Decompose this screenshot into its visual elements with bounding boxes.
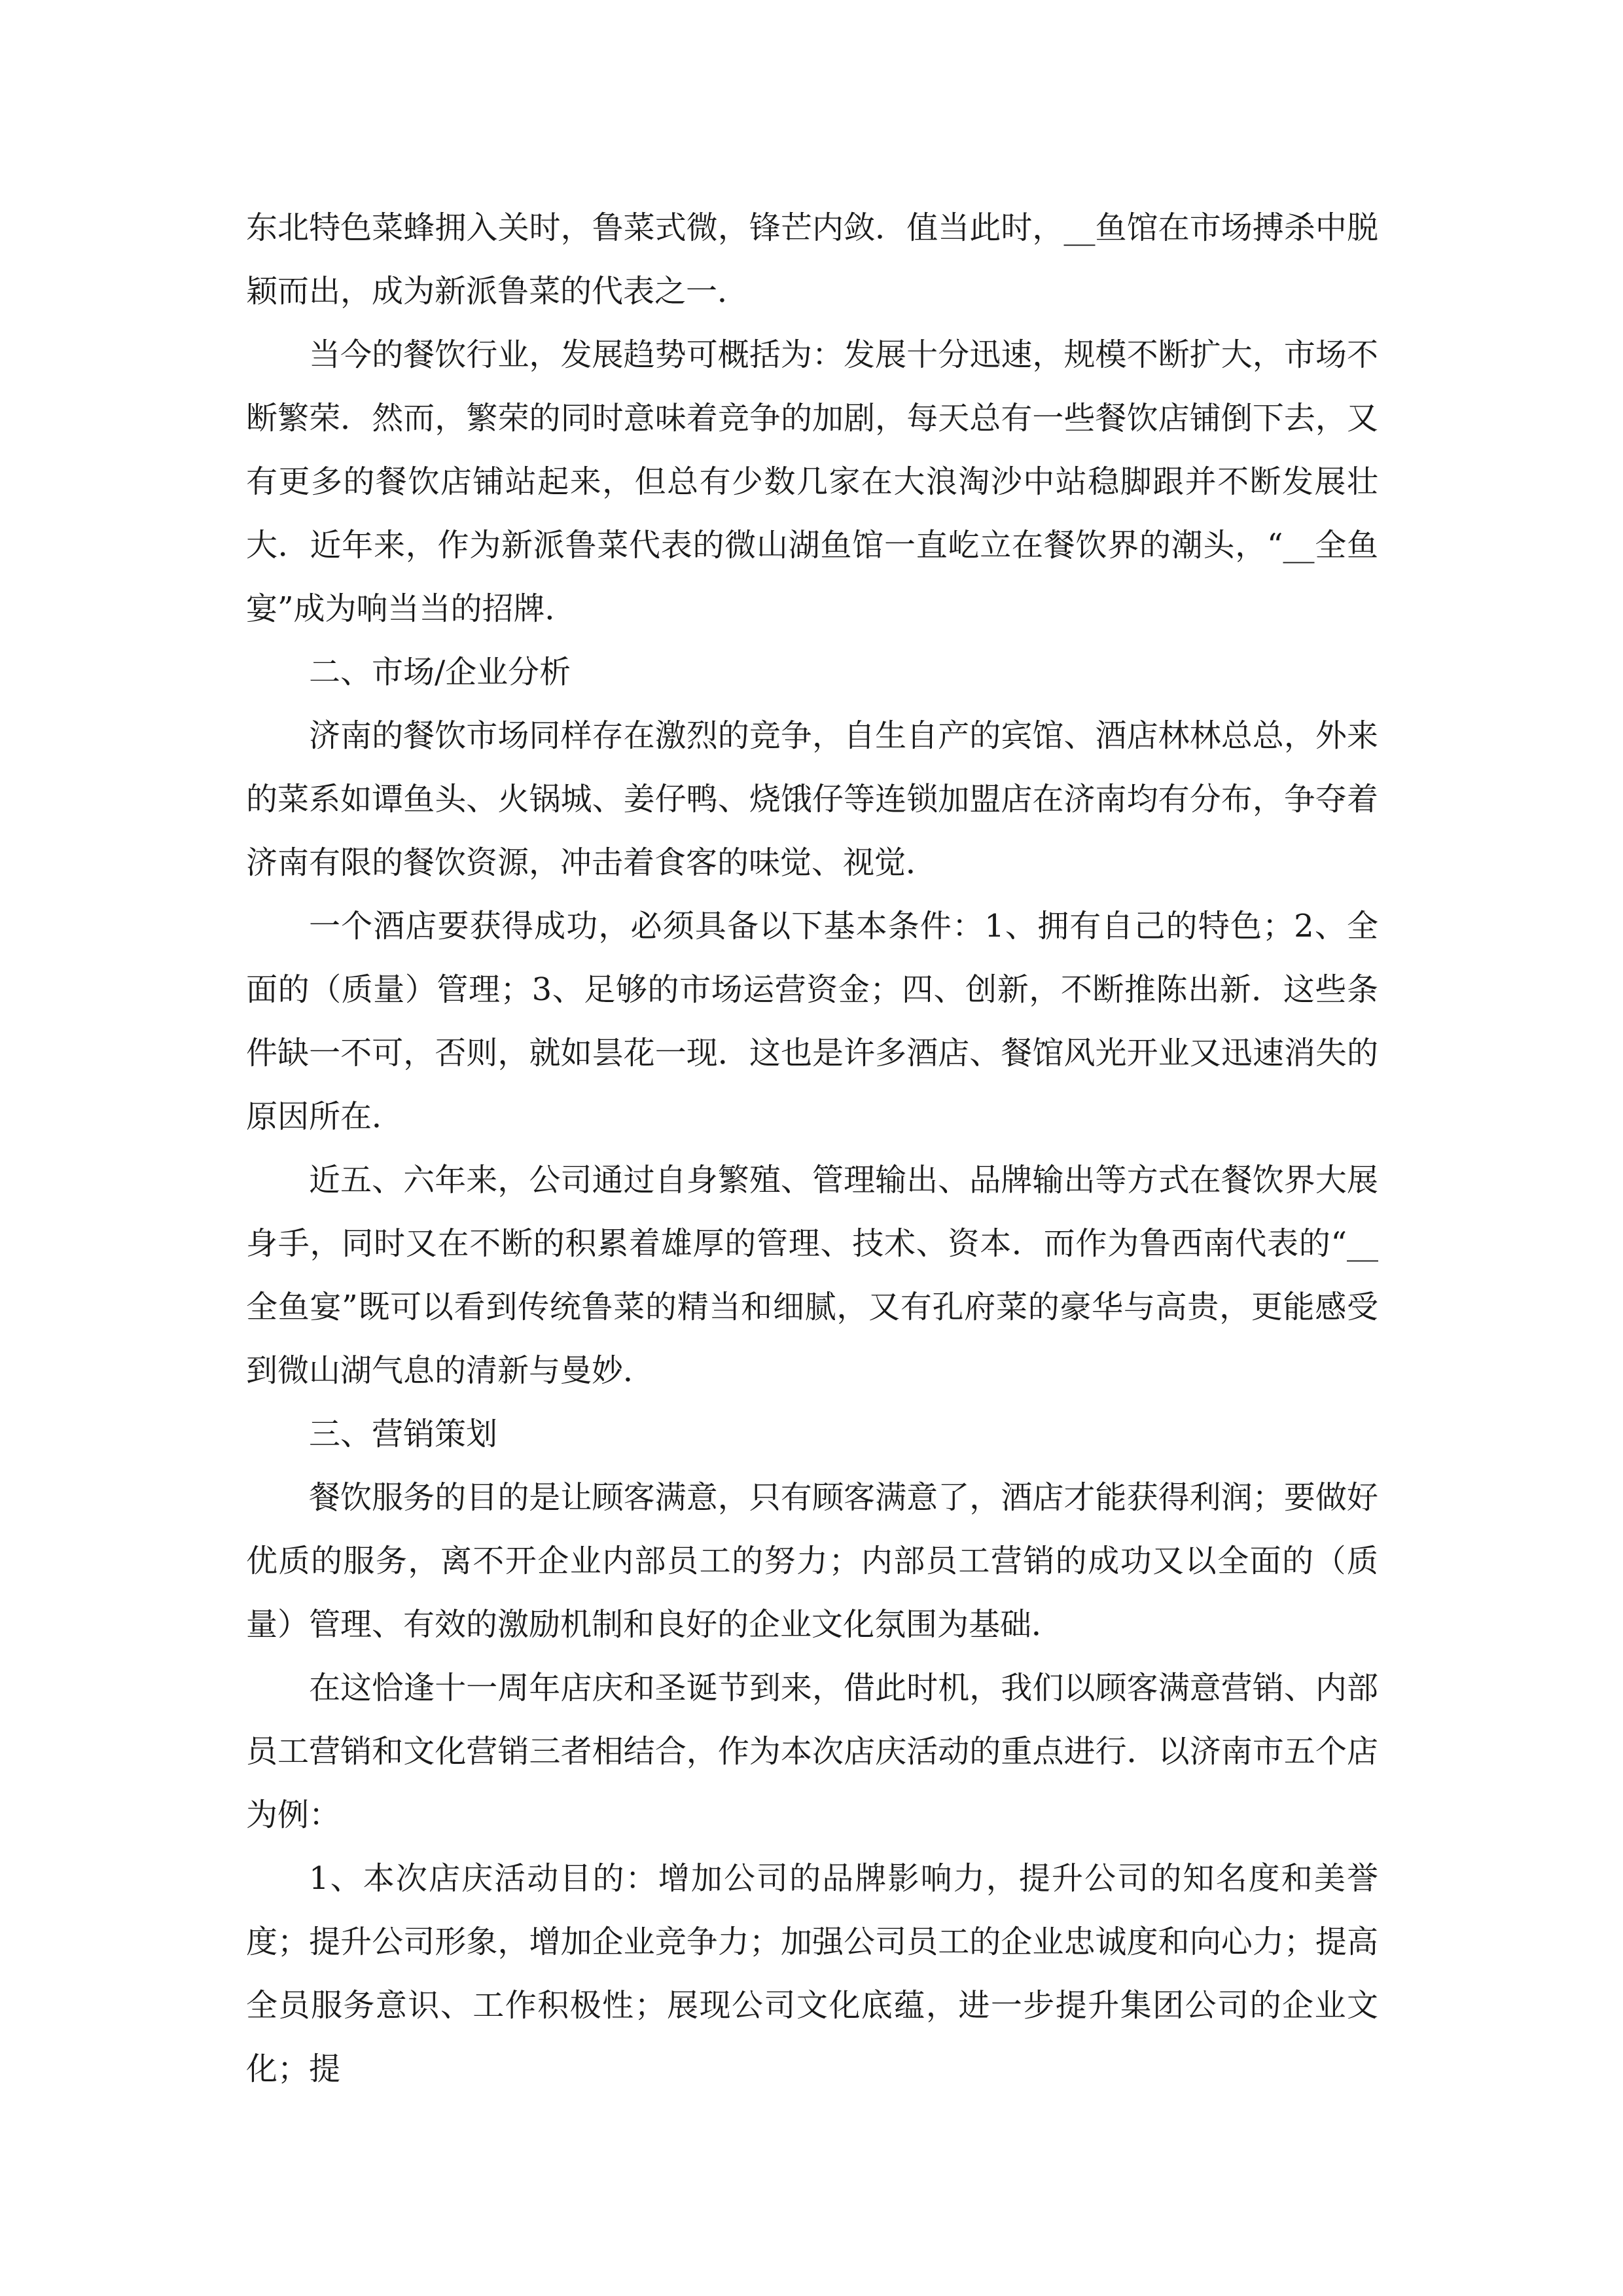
- section-heading-marketing-plan: 三、营销策划: [309, 1416, 498, 1452]
- paragraph-success-conditions: 一个酒店要获得成功，必须具备以下基本条件：1、拥有自己的特色；2、全面的（质量）管理；3、足够的市场运营资金；四、创新，不断推陈出新．这些条件缺一不可，否则，就如昙花一现．这也是许多酒店、餐馆风光开业又迅速消失的原因所在．: [246, 908, 1378, 1135]
- paragraph-event-objectives: 1、本次店庆活动目的：增加公司的品牌影响力，提升公司的知名度和美誉度；提升公司形象，增加企业竞争力；加强公司员工的企业忠诚度和向心力；提高全员服务意识、工作积极性；展现公司文化底蕴，进一步提升集团公司的企业文化；提: [246, 1860, 1378, 2087]
- paragraph-jinan-market: 济南的餐饮市场同样存在激烈的竞争，自生自产的宾馆、酒店林林总总，外来的菜系如谭鱼头、火锅城、姜仔鸭、烧饿仔等连锁加盟店在济南均有分布，争夺着济南有限的餐饮资源，冲击着食客的味觉、视觉．: [246, 717, 1378, 881]
- section-heading-market-analysis: 二、市场/企业分析: [309, 654, 571, 691]
- paragraph-service-goal: 餐饮服务的目的是让顾客满意，只有顾客满意了，酒店才能获得利润；要做好优质的服务，离不开企业内部员工的努力；内部员工营销的成功又以全面的（质量）管理、有效的激励机制和良好的企业文化氛围为基础．: [246, 1479, 1378, 1643]
- paragraph-continuation: 东北特色菜蜂拥入关时，鲁菜式微，锋芒内敛．值当此时，__鱼馆在市场搏杀中脱颖而出，成为新派鲁菜的代表之一．: [246, 209, 1378, 310]
- document-body: [246, 196, 1378, 2101]
- paragraph-company-growth: 近五、六年来，公司通过自身繁殖、管理输出、品牌输出等方式在餐饮界大展身手，同时又在不断的积累着雄厚的管理、技术、资本．而作为鲁西南代表的“__全鱼宴”既可以看到传统鲁菜的精当和细腻，又有孔府菜的豪华与高贵，更能感受到微山湖气息的清新与曼妙．: [246, 1162, 1378, 1389]
- paragraph-industry-trend: 当今的餐饮行业，发展趋势可概括为：发展十分迅速，规模不断扩大，市场不断繁荣．然而，繁荣的同时意味着竞争的加剧，每天总有一些餐饮店铺倒下去，又有更多的餐饮店铺站起来，但总有少数几家在大浪淘沙中站稳脚跟并不断发展壮大．近年来，作为新派鲁菜代表的微山湖鱼馆一直屹立在餐饮界的潮头，“__全鱼宴”成为响当当的招牌．: [246, 336, 1378, 627]
- paragraph-anniversary: 在这恰逢十一周年店庆和圣诞节到来，借此时机，我们以顾客满意营销、内部员工营销和文化营销三者相结合，作为本次店庆活动的重点进行．以济南市五个店为例：: [246, 1670, 1378, 1833]
